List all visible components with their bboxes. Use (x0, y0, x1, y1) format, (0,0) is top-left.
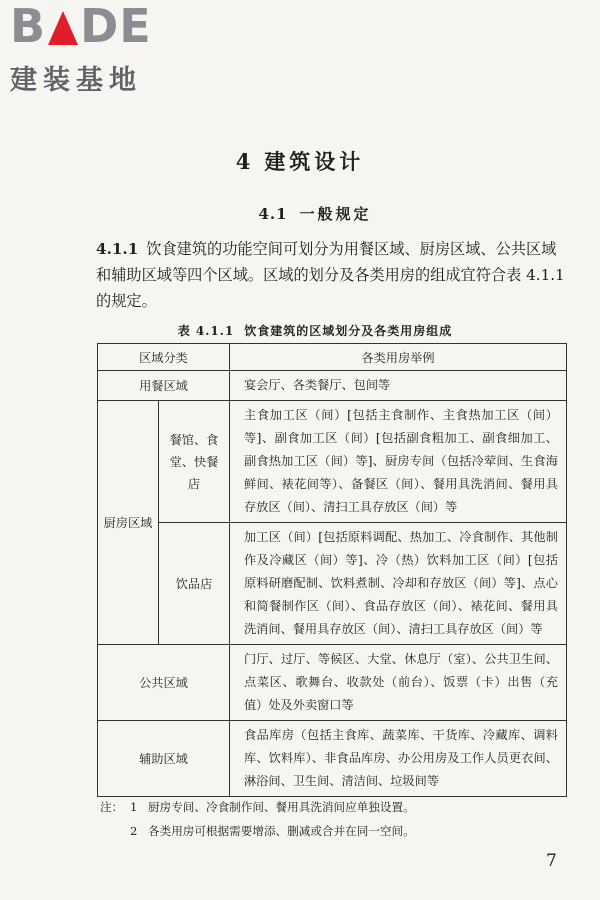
table-row-dining (98, 371, 567, 401)
chapter-name: 建筑设计 (264, 149, 365, 174)
section-number: 4.1 (258, 205, 288, 223)
table-row-kitchen-restaurant (98, 401, 567, 523)
note-text: 厨房专间、冷食制作间、餐用具洗消间应单独设置。 (148, 800, 415, 814)
area-auxiliary: 辅助区域 (98, 721, 230, 797)
area-kitchen: 厨房区域 (98, 401, 159, 645)
rooms-kitchen-drink: 加工区（间）[包括原料调配、热加工、冷食制作、其他制作及冷藏区（间）等]、冷（热）饮料加工区（间）[包括原料研磨配制、饮料煮制、冷却和存放区（间）等]、点心和简餐制作区（间）、食品存放区（间）、裱花间、餐用具洗消间、餐用具存放区（间）、清扫工具存放区（间）等 (230, 523, 567, 645)
area-public: 公共区域 (98, 645, 230, 721)
area-dining: 用餐区域 (98, 371, 230, 401)
table-caption (0, 322, 600, 339)
note-text: 各类用房可根据需要增添、删减或合并在同一空间。 (148, 824, 415, 838)
kitchen-type-restaurant: 餐馆、食堂、快餐店 (159, 401, 230, 523)
table-notes (100, 795, 570, 843)
note-number: 2 (130, 824, 138, 838)
logo-letters-de: DE (80, 0, 152, 53)
rooms-dining: 宴会厅、各类餐厅、包间等 (230, 371, 567, 401)
page-number: 7 (546, 851, 557, 871)
table-caption-number: 表 4.1.1 (177, 324, 235, 338)
table-row-auxiliary (98, 721, 567, 797)
note-item (100, 795, 570, 819)
chapter-number: 4 (235, 149, 255, 174)
clause-paragraph (96, 236, 566, 314)
rooms-public: 门厅、过厅、等候区、大堂、休息厅（室）、公共卫生间、点菜区、歌舞台、收款处（前台）、饭票（卡）出售（充值）处及外卖窗口等 (230, 645, 567, 721)
header-room-examples: 各类用房举例 (230, 344, 567, 371)
section-title (0, 203, 600, 224)
logo (10, 0, 152, 97)
rooms-auxiliary: 食品库房（包括主食库、蔬菜库、干货库、冷藏库、调料库、饮料库）、非食品库房、办公用房及工作人员更衣间、淋浴间、卫生间、清洁间、垃圾间等 (230, 721, 567, 797)
table-caption-title: 饮食建筑的区域划分及各类用房组成 (244, 324, 453, 338)
area-division-table (97, 343, 567, 797)
clause-text: 饮食建筑的功能空间可划分为用餐区域、厨房区域、公共区域和辅助区域等四个区域。区域的划分及各类用房的组成宜符合表 4.1.1 的规定。 (96, 240, 565, 310)
note-item (100, 819, 570, 843)
logo-triangle-icon (48, 11, 78, 45)
table-row-kitchen-drink (98, 523, 567, 645)
logo-letter-b: B (10, 0, 47, 53)
clause-number: 4.1.1 (96, 240, 139, 258)
chapter-title (0, 146, 600, 176)
rooms-kitchen-restaurant: 主食加工区（间）[包括主食制作、主食热加工区（间）等]、副食加工区（间）[包括副食粗加工、副食细加工、副食热加工区（间）等]、厨房专间（包括冷荤间、生食海鲜间、裱花间等）、备餐区（间）、餐用具洗消间、餐用具存放区（间）、清扫工具存放区（间）等 (230, 401, 567, 523)
note-prefix: 注： (100, 800, 124, 814)
logo-subtitle: 建装基地 (10, 65, 142, 96)
logo-wordmark (10, 0, 152, 52)
note-number: 1 (130, 800, 138, 814)
table-header-row (98, 344, 567, 371)
kitchen-type-drink: 饮品店 (159, 523, 230, 645)
table-row-public (98, 645, 567, 721)
section-name: 一般规定 (299, 205, 372, 223)
header-area-category: 区域分类 (98, 344, 230, 371)
